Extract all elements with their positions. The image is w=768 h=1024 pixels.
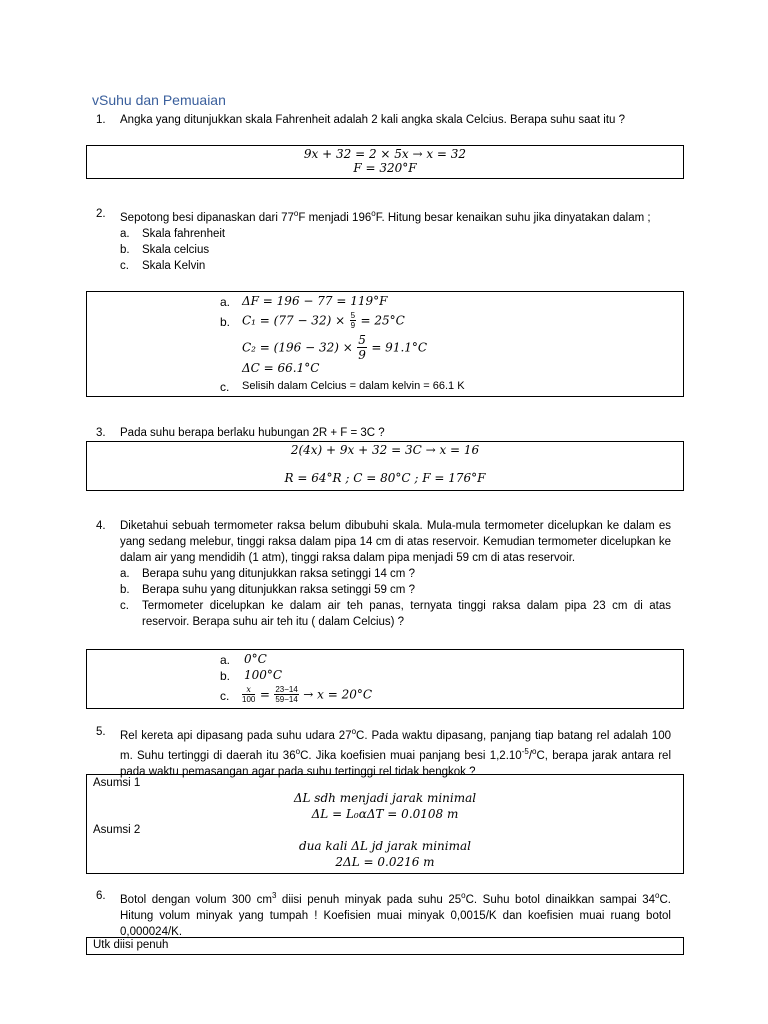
equation-part: = 91.1°C xyxy=(371,340,428,355)
equation-part: → x = 20°C xyxy=(303,687,373,702)
answer-letter: a. xyxy=(220,295,231,309)
question-text: Diketahui sebuah termometer raksa belum dibubuhi skala. Mula-mula termometer dicelupkan ke dalam es yang sedang melebur, tinggi raksa dalam pipa 14 cm di atas reservoir. Kemudian termometer dicelupkan ke dalam air yang mendidih (1 atm), tinggi raksa dalam pipa menjadi 59 cm di atas reservoir. xyxy=(120,520,671,564)
question-text xyxy=(120,888,671,940)
answer-box-6 xyxy=(86,937,684,955)
answer-box-5 xyxy=(86,774,684,874)
answer-box-4 xyxy=(86,649,684,709)
answer-equation: ΔC = 66.1°C xyxy=(242,361,320,375)
numerator: x xyxy=(242,685,255,695)
text-part: C. Hitung volum minyak yang tumpah ! Koefisien muai minyak 0,0015/K dan koefisien muai ruang botol 0,000024/K. xyxy=(120,893,671,938)
answer-line: 2(4x) + 9x + 32 = 3C → x = 16 xyxy=(290,443,480,457)
answer-equation: 0°C xyxy=(244,652,267,666)
question-4 xyxy=(96,518,671,630)
option-label: Berapa suhu yang ditunjukkan raksa setinggi 59 cm ? xyxy=(142,584,415,596)
answer-b1 xyxy=(220,311,660,333)
option-letter: c. xyxy=(120,259,129,272)
equation-part: C₁ = (77 − 32) × xyxy=(242,313,346,328)
question-number: 4. xyxy=(96,520,106,532)
question-text xyxy=(120,724,671,780)
text-part: F menjadi 196 xyxy=(298,211,372,224)
text-part: Sepotong besi dipanaskan dari 77 xyxy=(120,211,294,224)
option-label: Berapa suhu yang ditunjukkan raksa setinggi 14 cm ? xyxy=(142,568,415,580)
option-a xyxy=(120,226,671,242)
answer-line: ΔL = L₀αΔT = 0.0108 m xyxy=(311,807,459,821)
text-part: / xyxy=(528,749,533,762)
answer-letter: b. xyxy=(220,669,231,683)
answer-text: Selisih dalam Celcius = dalam kelvin = 66.1 K xyxy=(242,380,465,392)
degree-mark: o xyxy=(655,891,660,900)
text-part: diisi penuh minyak pada suhu 25 xyxy=(276,893,462,906)
degree-mark: o xyxy=(293,209,299,218)
text-part: Rel kereta api dipasang pada suhu udara 27 xyxy=(120,729,352,742)
degree-mark: o xyxy=(532,746,537,756)
answer-content xyxy=(220,652,620,706)
equation-part: = 25°C xyxy=(360,313,405,328)
question-5 xyxy=(96,724,671,780)
option-label: Skala fahrenheit xyxy=(142,227,226,240)
answer-b2 xyxy=(220,333,660,361)
option-b xyxy=(120,582,671,598)
text-part: C, berapa jarak antara rel pada waktu pemasangan agar pada suhu tertinggi rel tidak bengkok ? xyxy=(120,749,671,778)
answer-content xyxy=(220,293,660,395)
answer-letter: b. xyxy=(220,315,231,329)
option-c xyxy=(120,598,671,630)
answer-line: dua kali ΔL jd jarak minimal xyxy=(299,839,471,853)
answer-line: R = 64°R ; C = 80°C ; F = 176°F xyxy=(284,471,486,485)
assumption-label: Asumsi 2 xyxy=(93,824,141,836)
answer-b3 xyxy=(220,361,660,379)
answer-a xyxy=(220,652,620,668)
question-1 xyxy=(96,112,671,128)
question-text: Pada suhu berapa berlaku hubungan 2R + F = 3C ? xyxy=(120,427,385,439)
fraction xyxy=(242,685,255,704)
answer-line: 9x + 32 = 2 × 5x → x = 32 xyxy=(303,147,467,161)
option-a xyxy=(120,566,671,582)
question-text: Angka yang ditunjukkan skala Fahrenheit adalah 2 kali angka skala Celcius. Berapa suhu saat itu ? xyxy=(120,114,626,126)
option-letter: b. xyxy=(120,243,130,256)
exponent: 3 xyxy=(271,891,277,900)
answer-equation: 100°C xyxy=(244,668,283,682)
question-number: 2. xyxy=(96,208,106,220)
text-part: C. Pada waktu dipasang, panjang tiap batang rel adalah 100 m. Suhu tertinggi di daerah itu 36 xyxy=(120,729,671,762)
denominator: 59−14 xyxy=(275,695,298,704)
question-number: 1. xyxy=(96,114,106,126)
question-number: 3. xyxy=(96,427,106,439)
answer-line: F = 320°F xyxy=(353,161,417,175)
option-c xyxy=(120,258,671,274)
answer-equation xyxy=(242,311,405,330)
answer-letter: a. xyxy=(220,653,231,667)
option-letter: a. xyxy=(120,568,130,580)
option-b xyxy=(120,242,671,258)
question-2 xyxy=(96,206,671,274)
answer-equation xyxy=(242,685,372,704)
numerator: 5 xyxy=(350,311,356,320)
assumption-label: Asumsi 1 xyxy=(93,777,141,789)
question-number: 6. xyxy=(96,890,106,902)
answer-box-1 xyxy=(86,145,684,179)
text-part: C. Suhu botol dinaikkan sampai 34 xyxy=(465,893,656,906)
option-letter: a. xyxy=(120,227,130,240)
answer-a xyxy=(220,293,660,311)
answer-c xyxy=(220,684,620,706)
answer-text: Utk diisi penuh xyxy=(93,939,169,951)
answer-box-2 xyxy=(86,291,684,397)
option-letter: c. xyxy=(120,600,129,612)
answer-equation: ΔF = 196 − 77 = 119°F xyxy=(242,294,388,308)
text-part: C. Jika koefisien muai panjang besi 1,2.10 xyxy=(300,749,522,762)
degree-mark: o xyxy=(371,209,376,218)
degree-mark: o xyxy=(295,746,301,756)
answer-letter: c. xyxy=(220,380,230,394)
degree-mark: o xyxy=(351,727,357,736)
text-part: F. Hitung besar kenaikan suhu jika dinyatakan dalam ; xyxy=(375,211,651,224)
denominator: 9 xyxy=(350,321,356,330)
option-label: Skala Kelvin xyxy=(142,259,206,272)
answer-letter: c. xyxy=(220,689,230,703)
option-letter: b. xyxy=(120,584,130,596)
option-label: Termometer dicelupkan ke dalam air teh panas, ternyata tinggi raksa dalam pipa 23 cm di atas reservoir. Berapa suhu air teh itu ( dalam Celcius) ? xyxy=(142,600,671,628)
question-number: 5. xyxy=(96,726,106,738)
denominator: 100 xyxy=(242,695,256,704)
question-text xyxy=(120,206,671,226)
answer-c xyxy=(220,379,660,395)
text-part: Botol dengan volum 300 cm xyxy=(120,893,272,906)
numerator: 5 xyxy=(358,333,366,347)
fraction xyxy=(357,333,367,362)
degree-mark: o xyxy=(461,891,466,900)
answer-line: ΔL sdh menjadi jarak minimal xyxy=(293,791,477,805)
exponent: -5 xyxy=(521,746,529,756)
equation-part: = xyxy=(259,687,270,702)
question-6 xyxy=(96,888,671,940)
question-3 xyxy=(96,425,671,441)
numerator: 23−14 xyxy=(275,685,298,694)
answer-box-3 xyxy=(86,441,684,491)
answer-b xyxy=(220,668,620,684)
answer-line: 2ΔL = 0.0216 m xyxy=(335,855,435,869)
denominator: 9 xyxy=(358,348,366,362)
option-label: Skala celcius xyxy=(142,243,210,256)
equation-part: C₂ = (196 − 32) × xyxy=(242,340,353,355)
fraction xyxy=(274,685,298,704)
fraction xyxy=(350,311,356,330)
page-title: vSuhu dan Pemuaian xyxy=(92,92,226,108)
answer-equation xyxy=(242,333,427,362)
